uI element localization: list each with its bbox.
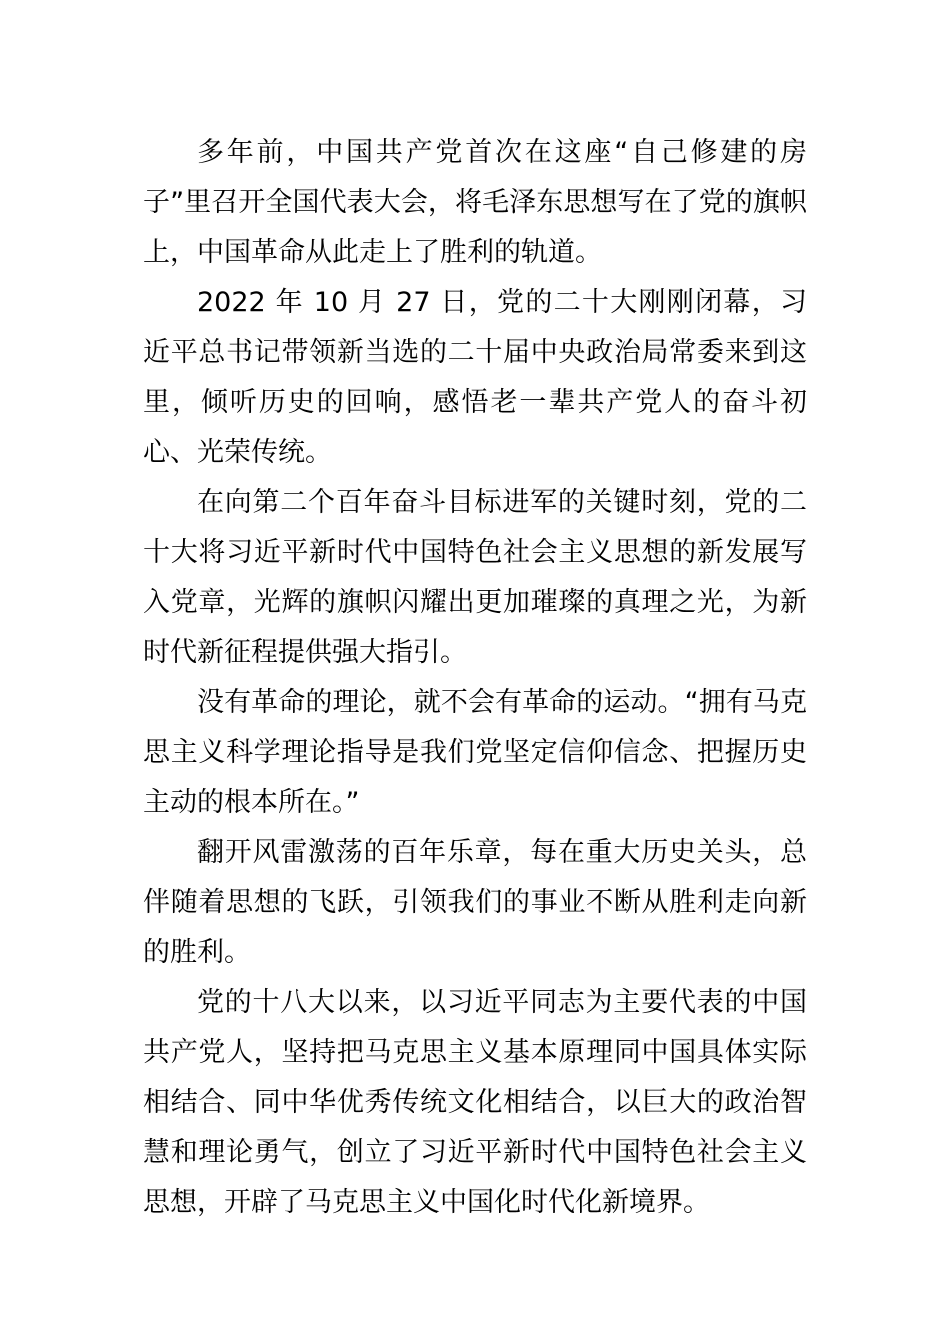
- paragraph-6: 党的十八大以来，以习近平同志为主要代表的中国共产党人，坚持把马克思主义基本原理同中国具体实际相结合、同中华优秀传统文化相结合，以巨大的政治智慧和理论勇气，创立了习近平新时代中国特色社会主义思想，开辟了马克思主义中国化时代化新境界。: [143, 987, 807, 1218]
- paragraph-4: 没有革命的理论，就不会有革命的运动。“拥有马克思主义科学理论指导是我们党坚定信仰信念、把握历史主动的根本所在。”: [143, 687, 807, 818]
- document-body: [143, 128, 807, 1228]
- paragraph-2: 2022 年 10 月 27 日，党的二十大刚刚闭幕，习近平总书记带领新当选的二十届中央政治局常委来到这里，倾听历史的回响，感悟老一辈共产党人的奋斗初心、光荣传统。: [143, 287, 807, 468]
- paragraph-5: 翻开风雷激荡的百年乐章，每在重大历史关头，总伴随着思想的飞跃，引领我们的事业不断从胜利走向新的胜利。: [143, 837, 807, 968]
- paragraph-1: 多年前，中国共产党首次在这座“自己修建的房子”里召开全国代表大会，将毛泽东思想写在了党的旗帜上，中国革命从此走上了胜利的轨道。: [143, 137, 807, 268]
- paragraph-3: 在向第二个百年奋斗目标进军的关键时刻，党的二十大将习近平新时代中国特色社会主义思想的新发展写入党章，光辉的旗帜闪耀出更加璀璨的真理之光，为新时代新征程提供强大指引。: [143, 487, 807, 668]
